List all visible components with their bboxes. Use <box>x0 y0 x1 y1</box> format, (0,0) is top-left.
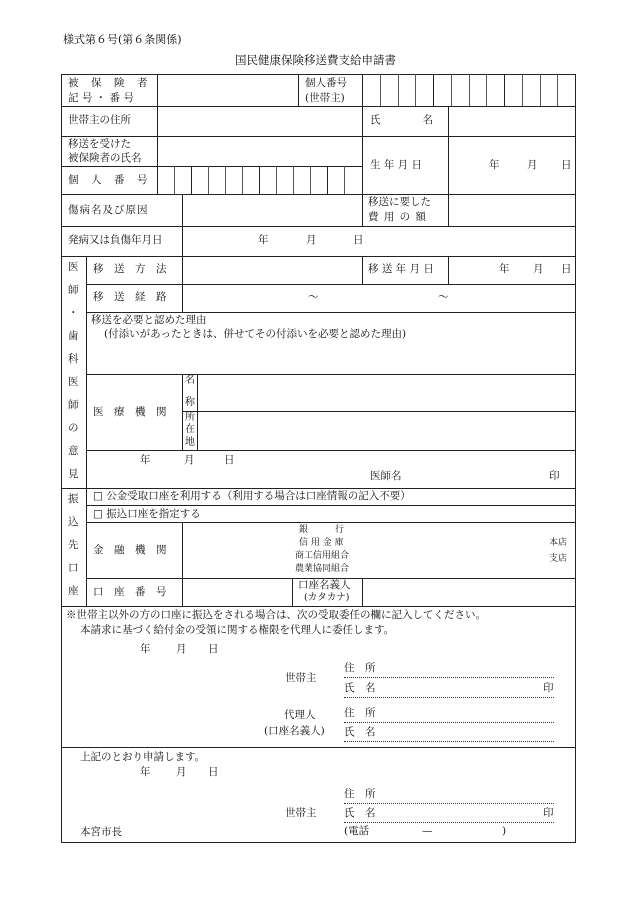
doctor-date: 年 月 日 <box>140 454 235 466</box>
option-designate-account[interactable]: □ 振込口座を指定する <box>93 508 201 520</box>
form-number: 様式第６号(第６条関係) <box>63 33 182 46</box>
agent-address-line[interactable] <box>344 722 554 723</box>
address-field[interactable] <box>158 107 362 135</box>
transported-label-1: 移送を受けた <box>68 138 131 150</box>
transport-method-field[interactable] <box>183 257 362 283</box>
cost-field[interactable] <box>449 195 575 225</box>
institution-name-field[interactable] <box>198 375 575 410</box>
agent-address-label: 住 所 <box>344 707 376 719</box>
delegation-head-label: 世帯主 <box>285 672 317 684</box>
doctor-opinion-side-label: 医 師 ・ 歯 科 医 師 の 意 見 <box>68 261 79 480</box>
applicant-seal: 印 <box>543 807 554 819</box>
applicant-phone[interactable]: (電話 — ) <box>344 825 507 837</box>
institution-address-field[interactable] <box>198 412 575 449</box>
reason-field[interactable] <box>87 343 575 373</box>
disease-field[interactable] <box>183 195 362 225</box>
financial-institution-field[interactable]: 銀 行 信 用 金 庫 商工信用組合 農業協同組合 本店 支店 <box>295 525 568 574</box>
agent-label: 代理人 <box>284 709 316 721</box>
delegation-text: 本請求に基づく給付金の受領に関する権限を代理人に委任します。 <box>80 624 395 636</box>
account-holder-field[interactable] <box>363 579 575 605</box>
frame-right <box>575 74 576 842</box>
transport-route-label: 移 送 経 路 <box>93 291 167 303</box>
institution-name-label: 名 称 <box>185 375 195 408</box>
applicant-head-label: 世帯主 <box>285 807 317 819</box>
account-number-field[interactable] <box>183 579 292 605</box>
onset-date-field[interactable]: 年 月 日 <box>258 234 364 246</box>
medical-institution-label: 医 療 機 関 <box>93 406 167 418</box>
delegation-head-name-line[interactable] <box>344 697 554 698</box>
delegation-head-name-label: 氏 名 <box>344 682 376 694</box>
doctor-seal: 印 <box>549 470 560 482</box>
applicant-address-line[interactable] <box>344 803 554 804</box>
applicant-address-label: 住 所 <box>344 788 376 800</box>
delegation-head-address-line[interactable] <box>344 677 554 678</box>
name-field[interactable] <box>449 107 575 135</box>
transported-label-2: 被保険者の氏名 <box>68 152 142 164</box>
delegation-head-address-label: 住 所 <box>344 662 376 674</box>
bank-side-label: 振 込 先 口 座 <box>68 493 79 597</box>
insured-label-2: 記 号 ・ 番 号 <box>68 92 134 104</box>
household-head-paren: (世帯主) <box>305 92 345 104</box>
financial-institution-label: 金 融 機 関 <box>93 544 167 556</box>
applicant-name-label: 氏 名 <box>344 807 376 819</box>
dob-label: 生 年 月 日 <box>370 159 423 171</box>
head-personal-number-boxes[interactable] <box>362 74 575 106</box>
insured-number-field[interactable] <box>158 75 298 105</box>
delegation-date[interactable]: 年 月 日 <box>140 643 219 655</box>
doctor-name-label: 医師名 <box>370 470 402 482</box>
transport-route-field[interactable]: ～ ～ <box>308 291 449 303</box>
transported-name-field[interactable] <box>158 137 362 165</box>
individual-number-label: 個 人 番 号 <box>68 174 149 186</box>
transport-method-label: 移 送 方 法 <box>93 263 167 275</box>
application-statement: 上記のとおり申請します。 <box>80 751 206 763</box>
insured-label-1: 被 保 険 者 <box>68 77 149 89</box>
form-title: 国民健康保険移送費支給申請書 <box>235 53 396 67</box>
account-holder-label: 口座名義人 <box>298 579 351 591</box>
personal-number-label: 個人番号 <box>305 77 347 89</box>
institution-address-label: 所 在 地 <box>185 412 195 448</box>
delegation-head-seal: 印 <box>543 682 554 694</box>
account-number-label: 口 座 番 号 <box>93 586 167 598</box>
application-date[interactable]: 年 月 日 <box>140 766 219 778</box>
reason-note: (付添いがあったときは、併せてその付添いを必要と認めた理由) <box>104 328 407 340</box>
agent-holder-paren: (口座名義人) <box>264 725 325 737</box>
agent-name-label: 氏 名 <box>344 726 376 738</box>
name-label: 氏 名 <box>370 114 433 126</box>
onset-label: 発病又は負傷年月日 <box>68 234 163 246</box>
frame-bottom <box>61 842 576 843</box>
cost-label-2: 費 用 の 額 <box>368 211 428 223</box>
dob-field[interactable]: 年 月 日 <box>489 159 572 171</box>
disease-label: 傷病名及び原因 <box>68 204 149 216</box>
account-holder-kana-note: (カタカナ) <box>304 592 350 603</box>
transport-date-field[interactable]: 年 月 日 <box>499 263 572 275</box>
cost-label-1: 移送に要した <box>368 196 431 208</box>
address-label: 世帯主の住所 <box>68 114 131 126</box>
transport-date-label: 移 送 年 月 日 <box>368 263 434 275</box>
individual-number-boxes[interactable] <box>157 166 362 194</box>
reason-label: 移送を必要と認めた理由 <box>91 314 207 326</box>
option-public-account[interactable]: □ 公金受取口座を利用する（利用する場合は口座情報の記入不要） <box>93 490 411 502</box>
applicant-name-line[interactable] <box>344 822 554 823</box>
delegation-note: ※世帯主以外の方の口座に振込をされる場合は、次の受取委任の欄に記入してください。 <box>66 609 486 621</box>
mayor-label: 本宮市長 <box>80 826 122 838</box>
doctor-name-field[interactable] <box>410 466 540 484</box>
agent-name-line[interactable] <box>344 741 554 742</box>
